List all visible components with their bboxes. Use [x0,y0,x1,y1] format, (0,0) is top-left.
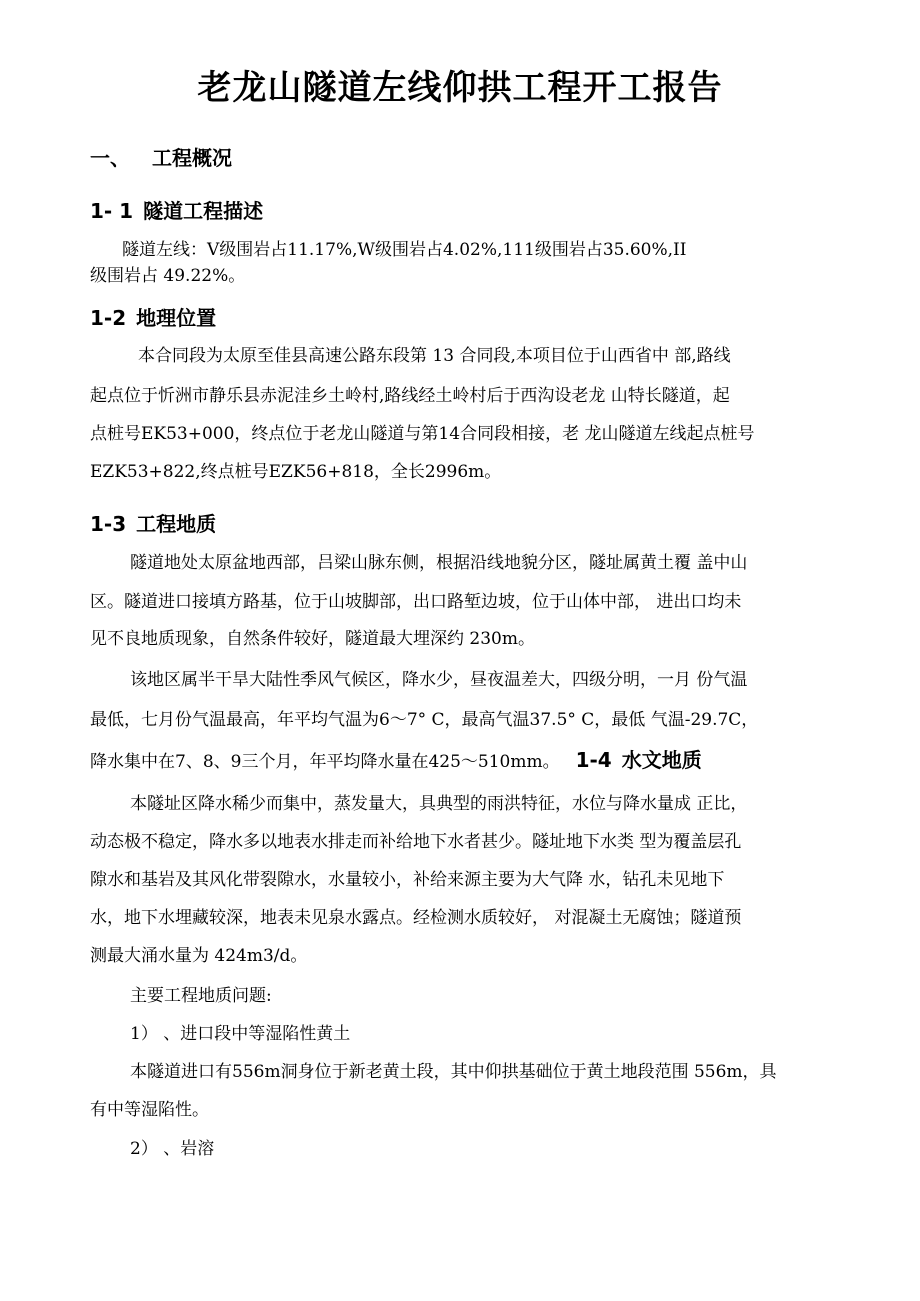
heading-1-2 [90,302,216,331]
text-line: 区。隧道进口接填方路基，位于山坡脚部，出口路堑边坡，位于山体中部， 进出口均未 [90,592,742,612]
heading-number: 1-4 [575,748,612,772]
text-line: 测最大涌水量为 424m3/d。 [90,946,308,966]
text-line: 动态极不稳定，降水多以地表水排走而补给地下水者甚少。隧址地下水类 型为覆盖层孔 [90,832,742,852]
heading-number: 1-2 [90,306,127,330]
text-line: 水，地下水埋藏较深，地表未见泉水露点。经检测水质较好， 对混凝土无腐蚀；隧道预 [90,908,742,928]
list-item: 2） 、岩溶 [130,1139,215,1159]
heading-text: 水文地质 [621,748,702,772]
heading-number: 1-3 [90,512,127,536]
document-title: 老龙山隧道左线仰拱工程开工报告 [197,68,723,108]
section-title: 工程概况 [152,146,232,170]
problems-title: 主要工程地质问题: [130,986,272,1006]
text-line: EZK53+822,终点桩号EZK56+818，全长2996m。 [90,462,502,482]
text-line: 本隧道进口有556m洞身位于新老黄土段，其中仰拱基础位于黄土地段范围 556m，具 [130,1062,777,1082]
text-line: 本隧址区降水稀少而集中，蒸发量大，具典型的雨洪特征，水位与降水量成 正比， [130,794,748,814]
list-item: 1） 、进口段中等湿陷性黄土 [130,1024,351,1044]
text-line: 级围岩占 49.22%。 [90,266,246,286]
heading-number: 1- 1 [90,199,134,223]
text-line: 隙水和基岩及其风化带裂隙水，水量较小，补给来源主要为大气降 水，钻孔未见地下 [90,870,725,890]
text-line: 隧道地处太原盆地西部，吕梁山脉东侧，根据沿线地貌分区，隧址属黄土覆 盖中山 [130,553,748,573]
heading-text: 地理位置 [136,306,217,330]
heading-text: 工程地质 [136,512,217,536]
text-line: 起点位于忻洲市静乐县赤泥洼乡土岭村,路线经土岭村后于西沟设老龙 山特长隧道，起 [90,386,730,406]
heading-1-1 [90,195,263,224]
text-line: 见不良地质现象，自然条件较好，隧道最大埋深约 230m。 [90,629,535,649]
text-line: 该地区属半干旱大陆性季风气候区，降水少，昼夜温差大，四级分明，一月 份气温 [130,670,748,690]
heading-1-3 [90,508,216,537]
text-line: 最低，七月份气温最高，年平均气温为6〜7° C，最高气温37.5° C，最低 气温-29.7C， [90,710,759,730]
text-fragment: 降水集中在7、8、9三个月，年平均降水量在425〜510mm。 [90,752,560,772]
text-line: 本合同段为太原至佳县高速公路东段第 13 合同段,本项目位于山西省中 部,路线 [138,346,731,366]
heading-1-4 [576,748,702,772]
section-number: 一、 [90,146,130,170]
section-heading-overview [90,142,232,171]
text-line: 有中等湿陷性。 [90,1100,209,1120]
heading-text: 隧道工程描述 [143,199,264,223]
text-line: 隧道左线：V级围岩占11.17%,W级围岩占4.02%,111级围岩占35.60%,II [122,240,687,260]
text-line: 点桩号EK53+000，终点位于老龙山隧道与第14合同段相接，老 龙山隧道左线起点桩号 [90,424,755,444]
text-line-with-heading [90,750,702,771]
